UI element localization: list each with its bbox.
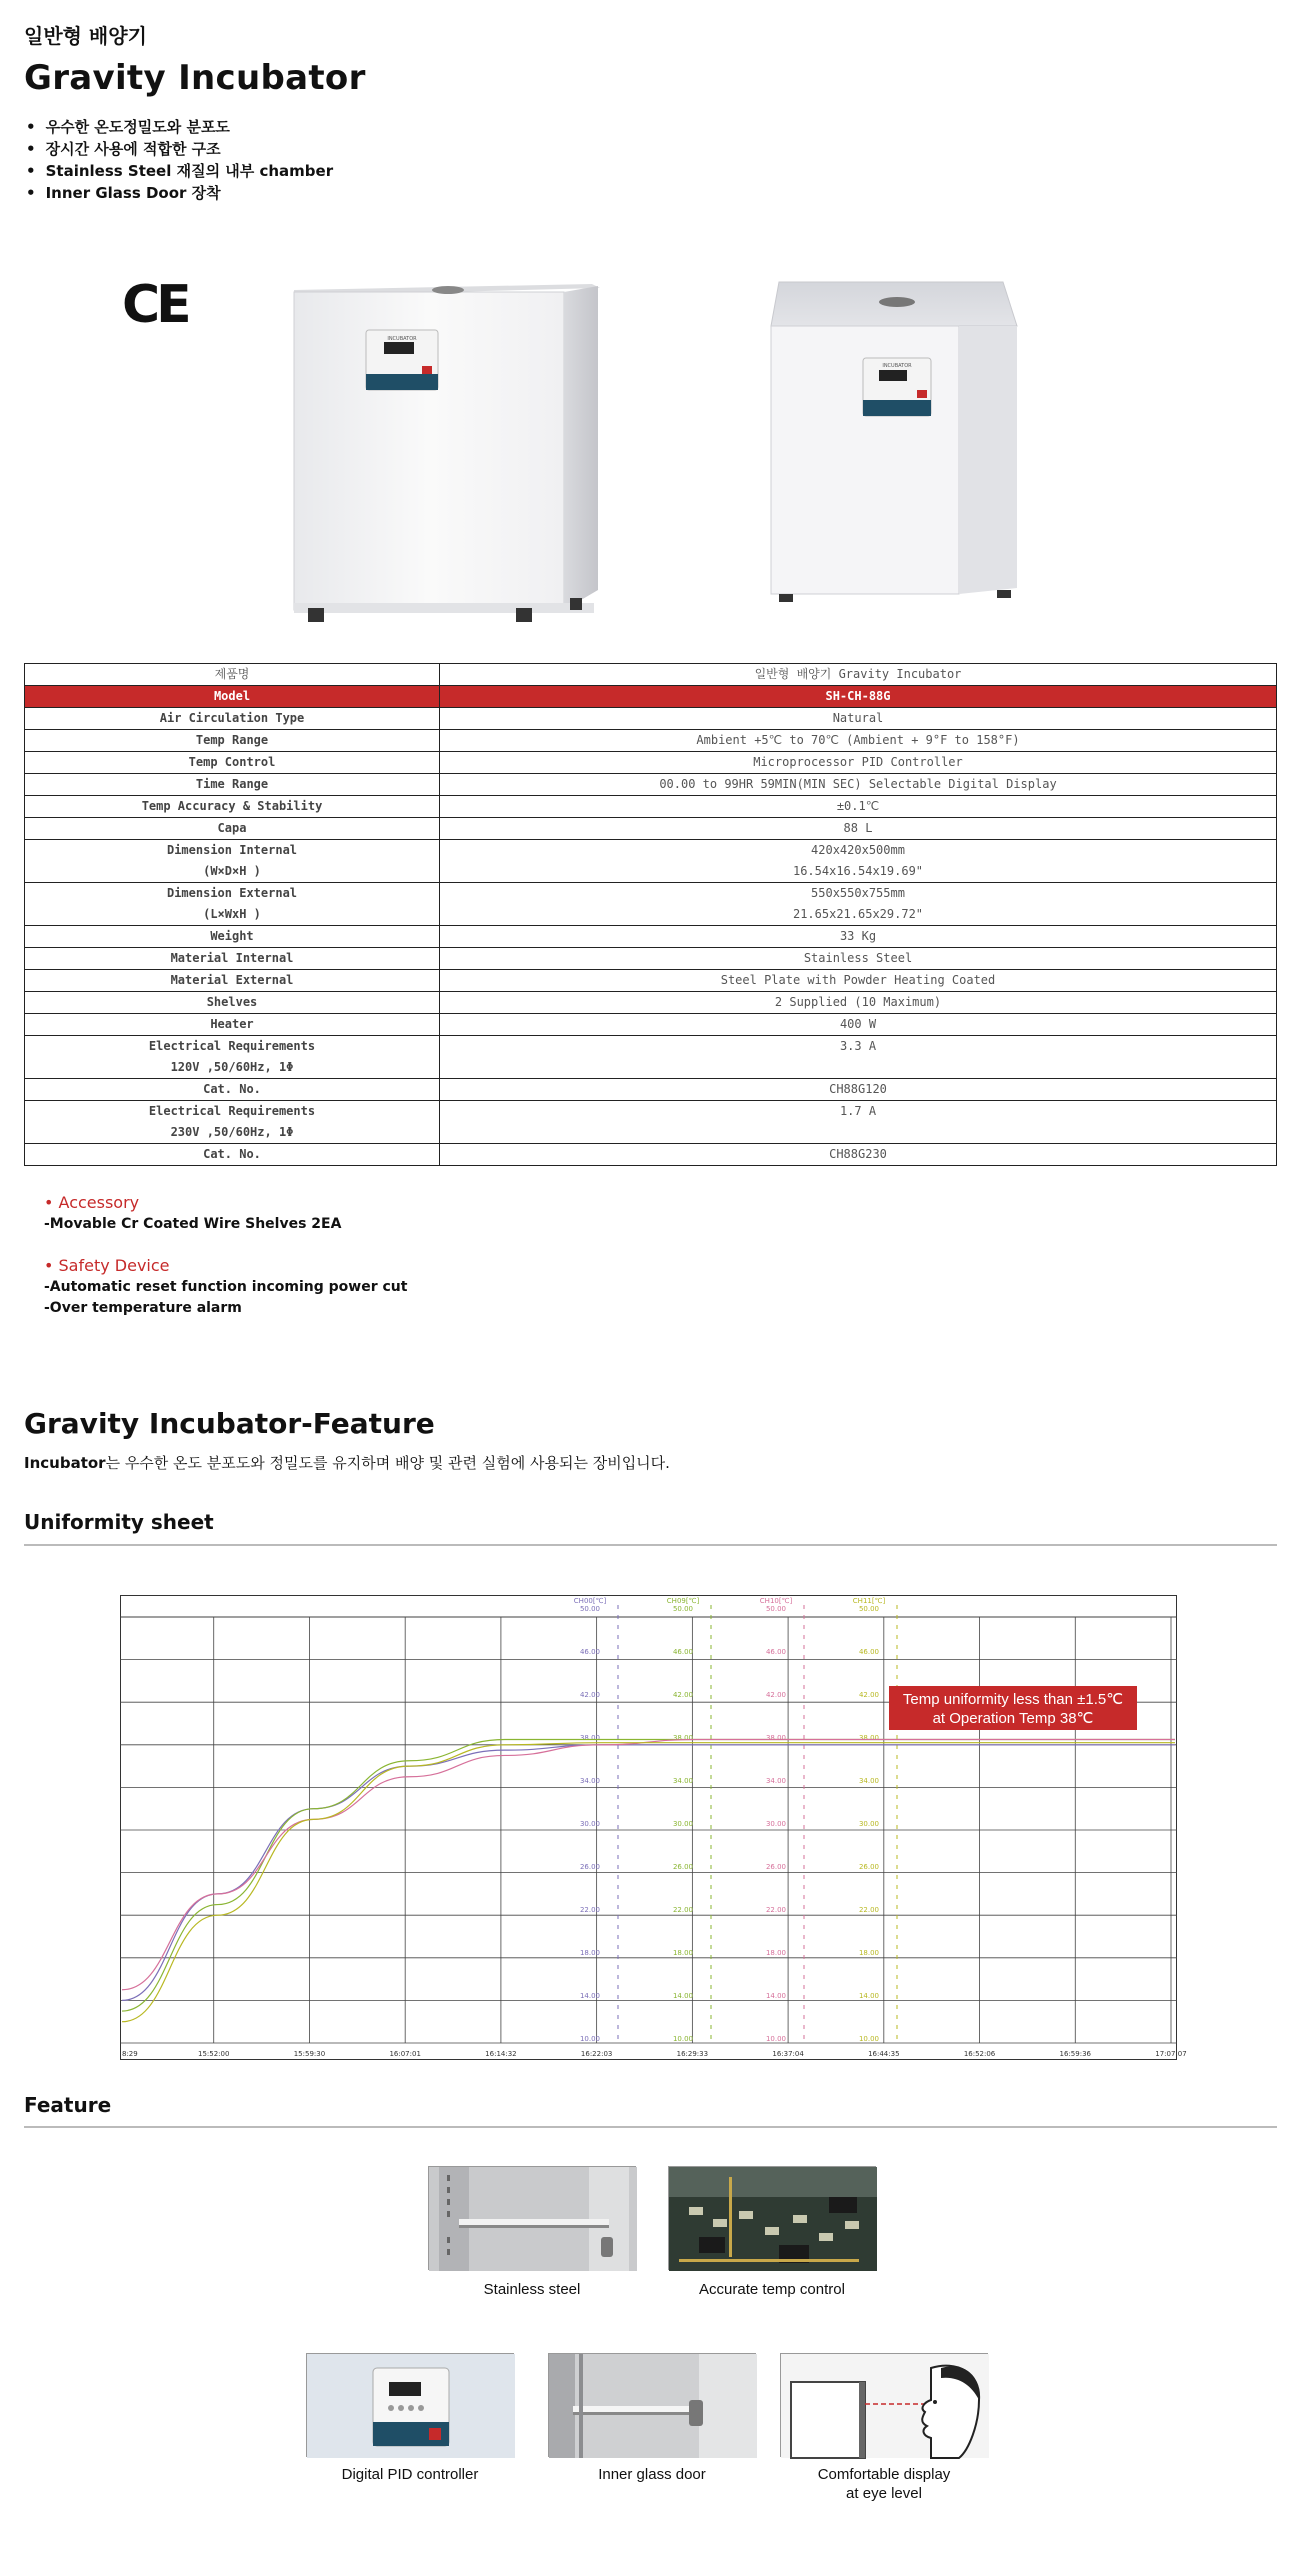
channel-tick-label: 50.00 bbox=[858, 1605, 880, 1613]
list-item: -Automatic reset function incoming power cut bbox=[44, 1279, 408, 1295]
channel-tick-label: 14.00 bbox=[672, 1992, 694, 2000]
table-cell: Cat. No. bbox=[25, 1079, 440, 1101]
feature-caption: Accurate temp control bbox=[699, 2281, 845, 2298]
description-text: 는 우수한 온도 분포도와 정밀도를 유지하며 배양 및 관련 실험에 사용되는 장비입니다. bbox=[105, 1454, 670, 1472]
safety-list bbox=[44, 1277, 407, 1319]
cell-line: Electrical Requirements bbox=[148, 1104, 316, 1118]
table-cell bbox=[25, 883, 440, 926]
x-tick-label: 16:22:03 bbox=[580, 2050, 613, 2058]
table-row bbox=[25, 1036, 1277, 1079]
table-cell: Air Circulation Type bbox=[25, 708, 440, 730]
cell-line: 120V ,50/60Hz, 1Φ bbox=[170, 1060, 294, 1074]
table-cell: Steel Plate with Powder Heating Coated bbox=[440, 970, 1277, 992]
table-cell: Time Range bbox=[25, 774, 440, 796]
channel-tick-label: 42.00 bbox=[579, 1691, 601, 1699]
table-row-model bbox=[25, 686, 1277, 708]
table-row bbox=[25, 664, 1277, 686]
accessory-list bbox=[44, 1214, 341, 1235]
channel-tick-label: 26.00 bbox=[672, 1863, 694, 1871]
cell-line: 420x420x500mm bbox=[811, 843, 905, 857]
channel-tick-label: 14.00 bbox=[765, 1992, 787, 2000]
x-tick-label: 16:07:01 bbox=[389, 2050, 421, 2058]
callout-line: Temp uniformity less than ±1.5℃ bbox=[902, 1691, 1124, 1708]
incubator-angle-image bbox=[765, 278, 1035, 623]
table-cell bbox=[440, 840, 1277, 883]
table-cell: SH-CH-88G bbox=[440, 686, 1277, 708]
feature-caption: Inner glass door bbox=[598, 2466, 706, 2483]
bullet-item: • 우수한 온도정밀도와 분포도 bbox=[26, 116, 333, 138]
channel-tick-label: 26.00 bbox=[765, 1863, 787, 1871]
table-cell: 일반형 배양기 Gravity Incubator bbox=[440, 664, 1277, 686]
table-row bbox=[25, 730, 1277, 752]
channel-tick-label: 30.00 bbox=[765, 1820, 787, 1828]
callout-line: at Operation Temp 38℃ bbox=[932, 1710, 1094, 1727]
table-row bbox=[25, 926, 1277, 948]
feature-caption: Digital PID controller bbox=[341, 2466, 479, 2483]
channel-tick-label: 18.00 bbox=[672, 1949, 694, 1957]
chart-frame bbox=[121, 1596, 1177, 2060]
channel-tick-label: 18.00 bbox=[579, 1949, 601, 1957]
table-cell: Microprocessor PID Controller bbox=[440, 752, 1277, 774]
channel-tick-label: 10.00 bbox=[765, 2035, 787, 2043]
feature-description bbox=[24, 1452, 670, 1473]
caption-line: at eye level bbox=[846, 2485, 922, 2502]
table-cell: 1.7 A bbox=[440, 1101, 1277, 1144]
table-cell bbox=[440, 883, 1277, 926]
channel-label: CH11[℃] bbox=[852, 1597, 886, 1605]
table-row bbox=[25, 708, 1277, 730]
table-cell: Material Internal bbox=[25, 948, 440, 970]
table-row bbox=[25, 752, 1277, 774]
x-tick-label: 17:07:07 bbox=[1155, 2050, 1187, 2058]
inner-glass-door-image bbox=[548, 2353, 756, 2457]
cell-line: 21.65x21.65x29.72" bbox=[792, 907, 924, 921]
pid-controller-image bbox=[306, 2353, 514, 2457]
panel-label: INCUBATOR bbox=[387, 336, 417, 342]
channel-tick-label: 10.00 bbox=[672, 2035, 694, 2043]
channel-tick-label: 38.00 bbox=[579, 1734, 601, 1742]
circuit-board-image bbox=[668, 2166, 876, 2270]
x-tick-label: 15:52:00 bbox=[198, 2050, 230, 2058]
table-cell: 00.00 to 99HR 59MIN(MIN SEC) Selectable Digital Display bbox=[440, 774, 1277, 796]
channel-tick-label: 18.00 bbox=[858, 1949, 880, 1957]
channel-tick-label: 38.00 bbox=[672, 1734, 694, 1742]
channel-tick-label: 26.00 bbox=[858, 1863, 880, 1871]
table-row bbox=[25, 796, 1277, 818]
table-row bbox=[25, 840, 1277, 883]
channel-tick-label: 30.00 bbox=[672, 1820, 694, 1828]
table-cell bbox=[25, 1101, 440, 1144]
cell-line: Dimension Internal bbox=[166, 843, 298, 857]
x-tick-label: 16:52:06 bbox=[963, 2050, 996, 2058]
table-cell: Ambient +5℃ to 70℃ (Ambient + 9°F to 158°F) bbox=[440, 730, 1277, 752]
channel-tick-label: 38.00 bbox=[858, 1734, 880, 1742]
table-cell: 2 Supplied (10 Maximum) bbox=[440, 992, 1277, 1014]
list-item: -Movable Cr Coated Wire Shelves 2EA bbox=[44, 1216, 342, 1232]
section-divider bbox=[24, 2126, 1277, 2128]
channel-tick-label: 10.00 bbox=[579, 2035, 601, 2043]
channel-label: CH09[℃] bbox=[666, 1597, 700, 1605]
x-tick-label: 16:14:32 bbox=[485, 2050, 517, 2058]
table-cell: 33 Kg bbox=[440, 926, 1277, 948]
table-cell: Stainless Steel bbox=[440, 948, 1277, 970]
bullet-item: • Inner Glass Door 장착 bbox=[26, 182, 333, 204]
channel-tick-label: 22.00 bbox=[765, 1906, 787, 1914]
stainless-steel-image bbox=[428, 2166, 636, 2270]
x-tick-label: 8:29 bbox=[122, 2050, 138, 2058]
table-row bbox=[25, 1014, 1277, 1036]
table-row bbox=[25, 774, 1277, 796]
safety-title: • Safety Device bbox=[44, 1256, 170, 1275]
ce-mark-logo: CE bbox=[122, 275, 188, 335]
channel-tick-label: 42.00 bbox=[672, 1691, 694, 1699]
channel-tick-label: 34.00 bbox=[672, 1777, 694, 1785]
bullet-item: • 장시간 사용에 적합한 구조 bbox=[26, 138, 333, 160]
channel-tick-label: 22.00 bbox=[858, 1906, 880, 1914]
table-cell: Capa bbox=[25, 818, 440, 840]
table-row bbox=[25, 970, 1277, 992]
table-cell: 3.3 A bbox=[440, 1036, 1277, 1079]
channel-tick-label: 46.00 bbox=[579, 1648, 601, 1656]
table-row bbox=[25, 1101, 1277, 1144]
channel-label: CH00[℃] bbox=[573, 1597, 607, 1605]
x-tick-label: 16:37:04 bbox=[772, 2050, 804, 2058]
eye-level-image bbox=[780, 2353, 988, 2457]
table-cell: Heater bbox=[25, 1014, 440, 1036]
page-title: Gravity Incubator bbox=[24, 58, 366, 98]
table-cell: Cat. No. bbox=[25, 1144, 440, 1166]
x-tick-label: 16:29:33 bbox=[676, 2050, 709, 2058]
cell-line: (L×WxH ) bbox=[203, 907, 261, 921]
table-cell: Shelves bbox=[25, 992, 440, 1014]
panel-label: INCUBATOR bbox=[882, 363, 912, 369]
table-cell: 400 W bbox=[440, 1014, 1277, 1036]
channel-tick-label: 42.00 bbox=[858, 1691, 880, 1699]
channel-tick-label: 34.00 bbox=[858, 1777, 880, 1785]
channel-tick-label: 38.00 bbox=[765, 1734, 787, 1742]
x-tick-label: 15:59:30 bbox=[293, 2050, 326, 2058]
cell-line: 550x550x755mm bbox=[811, 886, 905, 900]
table-cell: Material External bbox=[25, 970, 440, 992]
table-row bbox=[25, 1079, 1277, 1101]
caption-line: Comfortable display bbox=[817, 2466, 951, 2483]
channel-tick-label: 34.00 bbox=[579, 1777, 601, 1785]
uniformity-callout bbox=[889, 1686, 1137, 1730]
cell-line: (W×D×H ) bbox=[203, 864, 261, 878]
spec-table bbox=[24, 663, 1277, 1166]
table-cell: 제품명 bbox=[25, 664, 440, 686]
channel-tick-label: 10.00 bbox=[858, 2035, 880, 2043]
channel-tick-label: 14.00 bbox=[579, 1992, 601, 2000]
table-cell: Temp Range bbox=[25, 730, 440, 752]
table-cell: CH88G120 bbox=[440, 1079, 1277, 1101]
cell-line: Dimension External bbox=[166, 886, 298, 900]
channel-label: CH10[℃] bbox=[759, 1597, 793, 1605]
x-tick-label: 16:44:35 bbox=[868, 2050, 900, 2058]
table-cell: ±0.1℃ bbox=[440, 796, 1277, 818]
feature-heading: Feature bbox=[24, 2093, 112, 2117]
section-divider bbox=[24, 1544, 1277, 1546]
table-cell: CH88G230 bbox=[440, 1144, 1277, 1166]
cell-line: 230V ,50/60Hz, 1Φ bbox=[170, 1125, 294, 1139]
table-cell: Temp Accuracy & Stability bbox=[25, 796, 440, 818]
channel-tick-label: 46.00 bbox=[765, 1648, 787, 1656]
channel-tick-label: 22.00 bbox=[672, 1906, 694, 1914]
channel-tick-label: 30.00 bbox=[858, 1820, 880, 1828]
channel-tick-label: 50.00 bbox=[765, 1605, 787, 1613]
channel-tick-label: 14.00 bbox=[858, 1992, 880, 2000]
channel-tick-label: 42.00 bbox=[765, 1691, 787, 1699]
description-bold: Incubator bbox=[24, 1454, 106, 1472]
table-cell: 88 L bbox=[440, 818, 1277, 840]
table-cell: Model bbox=[25, 686, 440, 708]
list-item: -Over temperature alarm bbox=[44, 1300, 242, 1316]
channel-tick-label: 18.00 bbox=[765, 1949, 787, 1957]
feature-section-title: Gravity Incubator-Feature bbox=[24, 1407, 435, 1440]
accessory-title: • Accessory bbox=[44, 1193, 140, 1212]
table-row bbox=[25, 883, 1277, 926]
channel-tick-label: 46.00 bbox=[858, 1648, 880, 1656]
feature-bullets bbox=[26, 116, 333, 204]
table-cell: Weight bbox=[25, 926, 440, 948]
cell-line: Electrical Requirements bbox=[148, 1039, 316, 1053]
table-row bbox=[25, 992, 1277, 1014]
table-row bbox=[25, 948, 1277, 970]
table-row bbox=[25, 1144, 1277, 1166]
page-subtitle: 일반형 배양기 bbox=[24, 24, 147, 48]
channel-tick-label: 26.00 bbox=[579, 1863, 601, 1871]
channel-tick-label: 50.00 bbox=[579, 1605, 601, 1613]
bullet-item: • Stainless Steel 재질의 내부 chamber bbox=[26, 160, 333, 182]
channel-tick-label: 34.00 bbox=[765, 1777, 787, 1785]
channel-tick-label: 22.00 bbox=[579, 1906, 601, 1914]
table-cell bbox=[25, 840, 440, 883]
table-cell bbox=[25, 1036, 440, 1079]
table-cell: Natural bbox=[440, 708, 1277, 730]
channel-tick-label: 46.00 bbox=[672, 1648, 694, 1656]
cell-line: 16.54x16.54x19.69" bbox=[792, 864, 924, 878]
channel-tick-label: 50.00 bbox=[672, 1605, 694, 1613]
channel-tick-label: 30.00 bbox=[579, 1820, 601, 1828]
incubator-front-image bbox=[280, 278, 610, 643]
feature-caption bbox=[764, 2465, 1004, 2503]
table-row bbox=[25, 818, 1277, 840]
table-cell: Temp Control bbox=[25, 752, 440, 774]
x-tick-label: 16:59:36 bbox=[1059, 2050, 1091, 2058]
uniformity-heading: Uniformity sheet bbox=[24, 1510, 214, 1534]
uniformity-chart bbox=[120, 1595, 1187, 2060]
feature-caption: Stainless steel bbox=[483, 2281, 581, 2298]
